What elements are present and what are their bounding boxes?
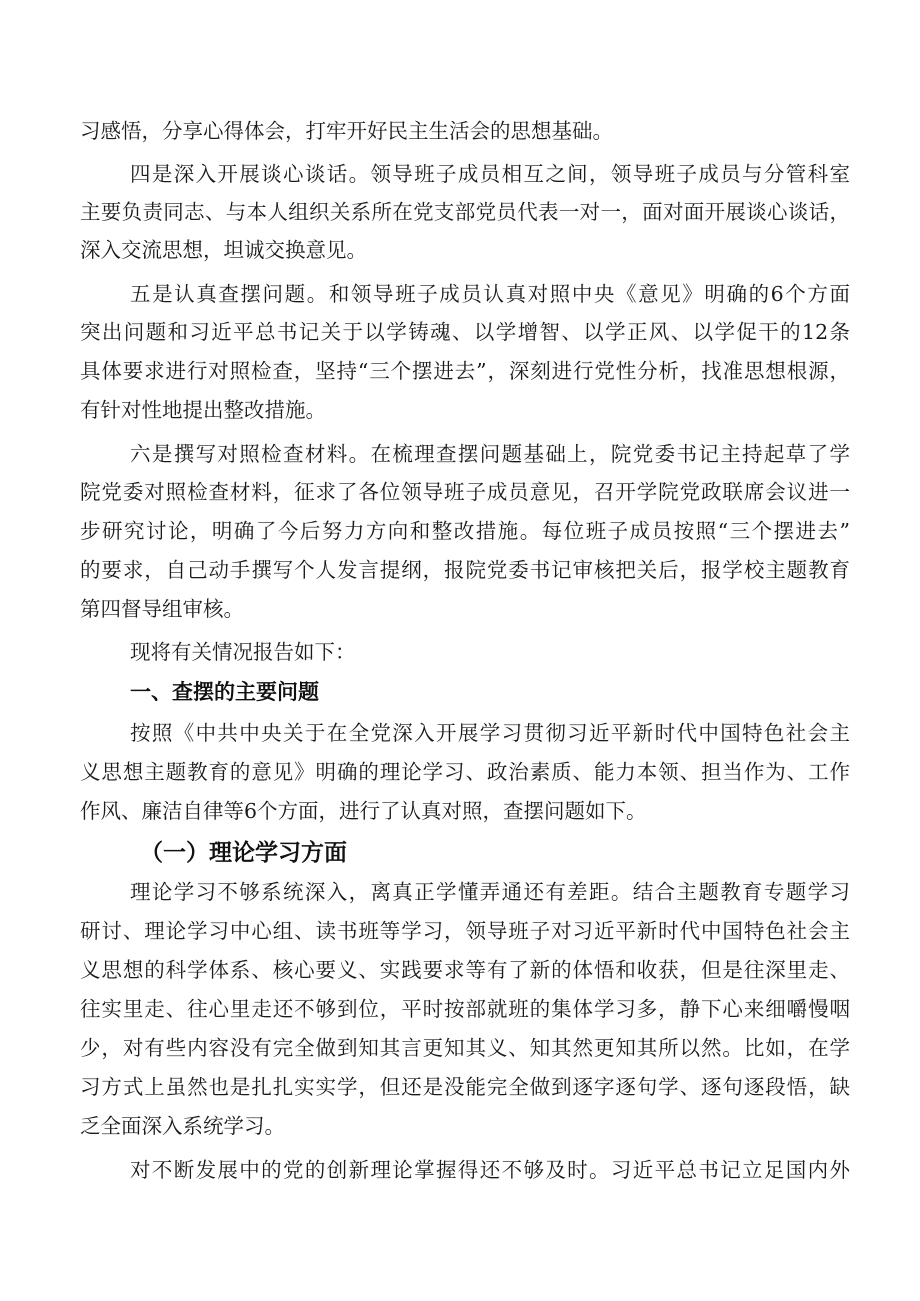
paragraph-line: 习感悟，分享心得体会，打牢开好民主生活会的思想基础。 xyxy=(80,119,613,143)
section-heading: 一、查摆的主要问题 xyxy=(130,680,319,704)
paragraph-line: 乏全面深入系统学习。 xyxy=(80,1114,285,1138)
paragraph-line: 理论学习不够系统深入，离真正学懂弄通还有差距。结合主题教育专题学习 xyxy=(130,880,850,904)
paragraph-line: 的要求，自己动手撰写个人发言提纲，报院党委书记审核把关后，报学校主题教育 xyxy=(80,558,850,582)
paragraph-line: 第四督导组审核。 xyxy=(80,597,244,621)
paragraph-line: 习方式上虽然也是扎扎实实学，但还是没能完全做到逐字逐句学、逐句逐段悟，缺 xyxy=(80,1075,850,1099)
paragraph-line: 作风、廉洁自律等6个方面，进行了认真对照，查摆问题如下。 xyxy=(80,799,647,823)
paragraph-line: 义思想的科学体系、核心要义、实践要求等有了新的体悟和收获，但是往深里走、 xyxy=(80,958,850,982)
paragraph-line: 院党委对照检查材料，征求了各位领导班子成员意见，召开学院党政联席会议进一 xyxy=(80,480,850,504)
paragraph-line: 突出问题和习近平总书记关于以学铸魂、以学增智、以学正风、以学促干的12条 xyxy=(80,320,850,344)
paragraph-line: 现将有关情况报告如下： xyxy=(130,640,356,664)
paragraph-line: 深入交流思想，坦诚交换意见。 xyxy=(80,238,367,262)
paragraph-line: 研讨、理论学习中心组、读书班等学习，领导班子对习近平新时代中国特色社会主 xyxy=(80,919,850,943)
paragraph-line: 四是深入开展谈心谈话。领导班子成员相互之间，领导班子成员与分管科室 xyxy=(130,162,850,186)
paragraph-line: 少，对有些内容没有完全做到知其言更知其义、知其然更知其所以然。比如，在学 xyxy=(80,1036,850,1060)
paragraph-line: 五是认真查摆问题。和领导班子成员认真对照中央《意见》明确的6个方面 xyxy=(130,282,850,306)
paragraph-line: 按照《中共中央关于在全党深入开展学习贯彻习近平新时代中国特色社会主 xyxy=(130,721,850,745)
paragraph-line: 义思想主题教育的意见》明确的理论学习、政治素质、能力本领、担当作为、工作 xyxy=(80,760,850,784)
paragraph-line: 六是撰写对照检查材料。在梳理查摆问题基础上，院党委书记主持起草了学 xyxy=(130,442,850,466)
paragraph-line: 主要负责同志、与本人组织关系所在党支部党员代表一对一，面对面开展谈心谈话， xyxy=(80,200,850,224)
paragraph-line: 往实里走、往心里走还不够到位，平时按部就班的集体学习多，静下心来细嚼慢咽 xyxy=(80,997,850,1021)
paragraph-line: 具体要求进行对照检查，坚持“三个摆进去”，深刻进行党性分析，找准思想根源， xyxy=(80,359,850,383)
subsection-heading: （一）理论学习方面 xyxy=(140,840,347,866)
paragraph-line: 对不断发展中的党的创新理论掌握得还不够及时。习近平总书记立足国内外 xyxy=(130,1158,850,1182)
paragraph-line: 步研究讨论，明确了今后努力方向和整改措施。每位班子成员按照“三个摆进去” xyxy=(80,519,850,543)
paragraph-line: 有针对性地提出整改措施。 xyxy=(80,398,326,422)
